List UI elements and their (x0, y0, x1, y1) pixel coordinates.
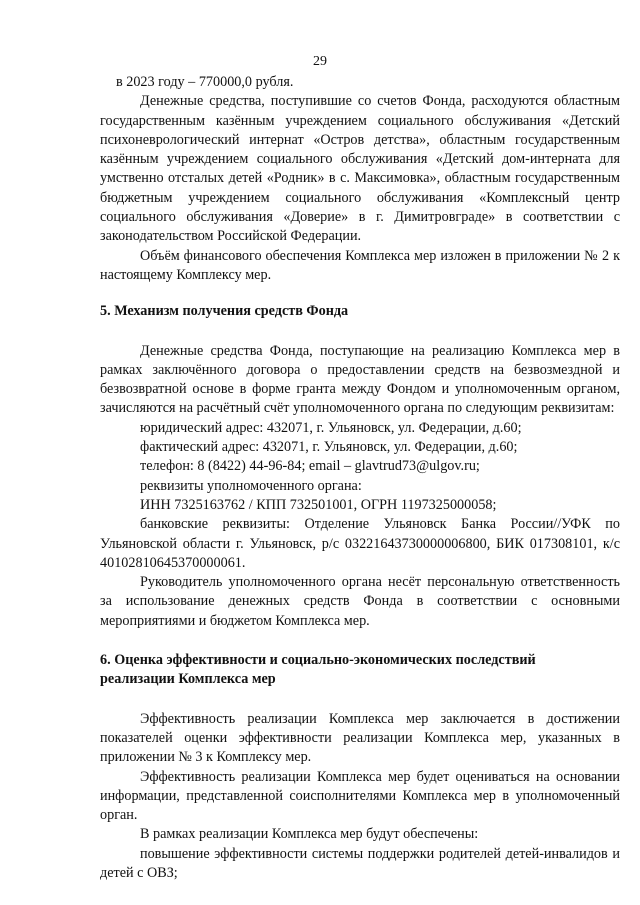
paragraph-funds-usage: Денежные средства, поступившие со счетов Фонда, расходуются областным государственным казённым учреждением социального обслуживания «Детский психоневрологический интернат «Остров детства», областным государственным казённым учреждением социального обслуживания «Детский дом-интерната для умственно отсталых детей «Родник» в с. Максимовка», областным государственным бюджетным учреждением социального обслуживания «Комплексный центр социального обслуживания «Доверие» в г. Димитровграде» в соответствии с законодательством Российской Федерации. (100, 93, 620, 245)
section-5-intro: Денежные средства Фонда, поступающие на реализацию Комплекса мер в рамках заключённого договора о предоставлении средств на безвозмездной и безвозвратной основе в форме гранта между Фондом и уполномоченным органом, зачисляются на расчётный счёт уполномоченного органа по следующим реквизитам: (100, 342, 620, 417)
page-number: 29 (313, 54, 327, 69)
bank-requisites: банковские реквизиты: Отделение Ульяновск Банка России//УФК по Ульяновской области г. Ульяновск, р/с 03221643730000006800, БИК 017308101, к/с 40102810645370000061. (100, 516, 620, 571)
section-5-heading: 5. Механизм получения средств Фонда (100, 303, 349, 320)
effectiveness-paragraph-2: Эффективность реализации Комплекса мер будет оцениваться на основании информации, представленной соисполнителями Комплекса мер в уполномоченный орган. (100, 768, 620, 824)
effectiveness-paragraph-1: Эффективность реализации Комплекса мер заключается в достижении показателей оценки эффективности реализации Комплекса мер, указанных в приложении № 3 к Комплексу мер. (100, 710, 620, 766)
inn-kpp-ogrn: ИНН 7325163762 / КПП 732501001, ОГРН 1197325000058; (140, 496, 497, 513)
paragraph-financing-volume: Объём финансового обеспечения Комплекса мер изложен в приложении № 2 к настоящему Комплексу мер. (100, 247, 620, 283)
phone-email: телефон: 8 (8422) 44-96-84; email – glavtrud73@ulgov.ru; (140, 458, 480, 475)
document-body (100, 73, 620, 883)
effectiveness-paragraph-4: повышение эффективности системы поддержки родителей детей-инвалидов и детей с ОВЗ; (100, 845, 620, 881)
effectiveness-paragraph-3: В рамках реализации Комплекса мер будут обеспечены: (140, 826, 479, 843)
paragraph-amount-2023: в 2023 году – 770000,0 рубля. (116, 74, 294, 90)
legal-address: юридический адрес: 432071, г. Ульяновск, ул. Федерации, д.60; (140, 419, 522, 436)
requisites-label: реквизиты уполномоченного органа: (140, 477, 362, 494)
section-6-heading-line1: 6. Оценка эффективности и социально-экономических последствий (100, 652, 536, 669)
actual-address: фактический адрес: 432071, г. Ульяновск, ул. Федерации, д.60; (140, 439, 518, 456)
responsibility-paragraph: Руководитель уполномоченного органа несёт персональную ответственность за использование денежных средств Фонда в соответствии с основными мероприятиями и бюджетом Комплекса мер. (100, 574, 620, 629)
section-6-heading-line2: реализации Комплекса мер (100, 671, 276, 688)
